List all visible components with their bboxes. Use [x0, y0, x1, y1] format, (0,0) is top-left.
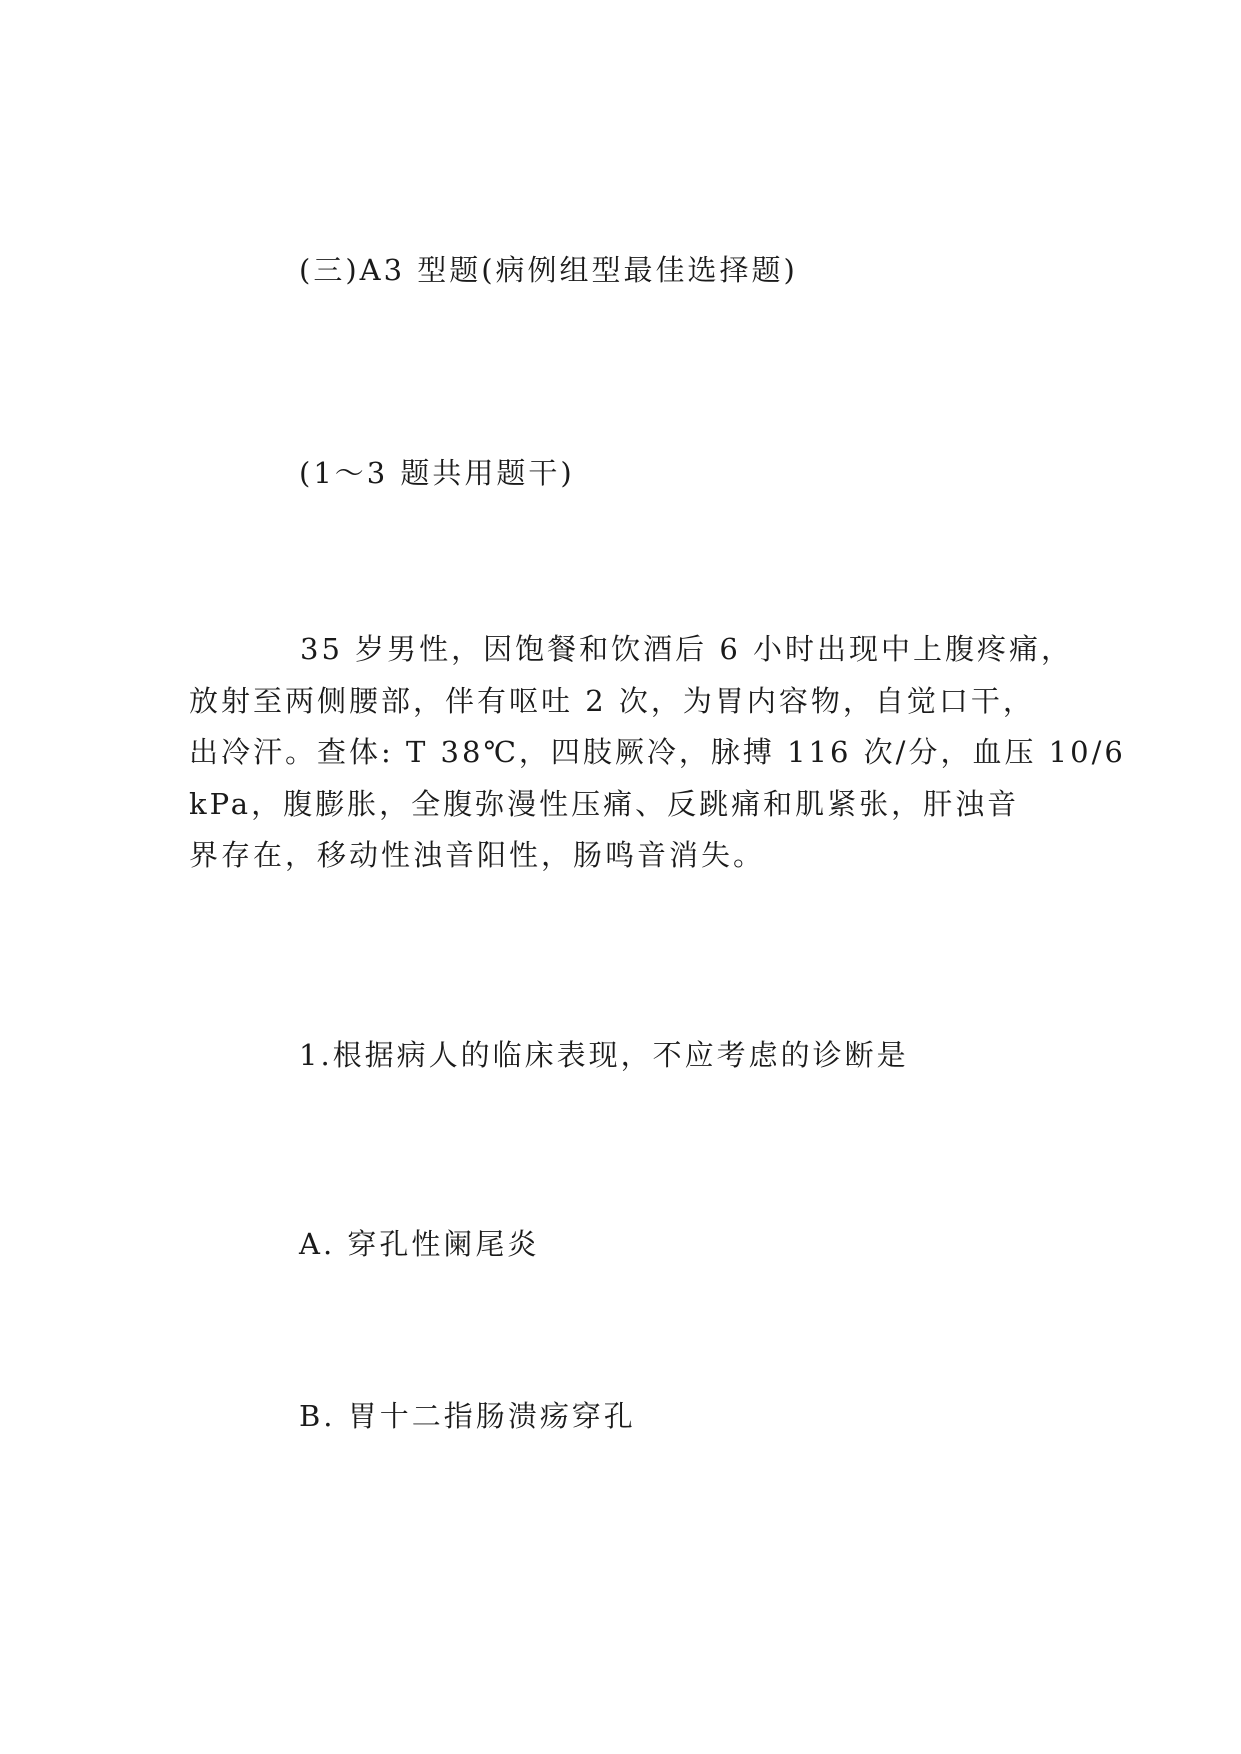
case-stem-line: 放射至两侧腰部，伴有呕吐 2 次，为胃内容物，自觉口干， [189, 683, 1035, 718]
case-stem-line: 界存在，移动性浊音阳性，肠鸣音消失。 [189, 838, 766, 872]
case-stem-line: 35 岁男性，因饱餐和饮酒后 6 小时出现中上腹疼痛， [300, 632, 1074, 666]
section-title: (三)A3 型题(病例组型最佳选择题) [299, 253, 798, 287]
option-b: B. 胃十二指肠溃疡穿孔 [299, 1399, 636, 1433]
case-stem-line: 出冷汗。查体: T 38℃，四肢厥冷，脉搏 116 次/分，血压 10/6 [189, 735, 1126, 769]
option-a: A. 穿孔性阑尾炎 [299, 1227, 540, 1261]
question-1-stem: 1.根据病人的临床表现，不应考虑的诊断是 [299, 1038, 909, 1072]
case-stem-paragraph [189, 624, 1126, 882]
shared-stem-note: (1～3 题共用题干) [299, 456, 575, 490]
case-stem-line: kPa，腹膨胀，全腹弥漫性压痛、反跳痛和肌紧张，肝浊音 [189, 786, 1020, 821]
